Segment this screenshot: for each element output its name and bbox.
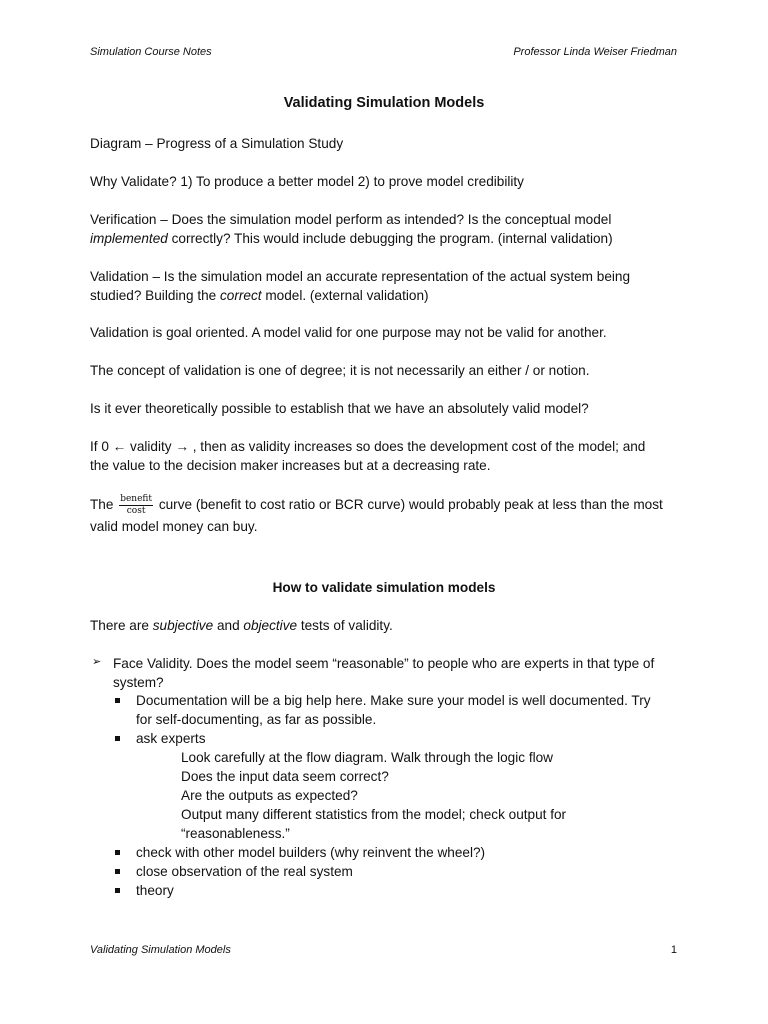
para-absolute: Is it ever theoretically possible to establish that we have an absolutely valid model? [90, 401, 589, 416]
page-number: 1 [670, 944, 677, 956]
bullet-theory: theory [136, 883, 174, 898]
para-verification: Verification – Does the simulation model perform as intended? Is the conceptual model implemented correctly? This would include debugging the program. (internal validation) [90, 212, 613, 246]
bullet-ask-experts: ask experts [136, 731, 206, 746]
face-validity-item: Face Validity. Does the model seem “reasonable” to people who are experts in that type of system? [113, 656, 655, 690]
sub-item-statistics: Output many different statistics from the model; check output for “reasonableness.” [181, 807, 567, 841]
square-bullet-icon [115, 888, 120, 893]
section-heading: How to validate simulation models [272, 580, 496, 595]
square-bullet-icon [115, 869, 120, 874]
header-author: Professor Linda Weiser Friedman [513, 46, 677, 58]
para-bcr-curve: The $\frac{\text{benefit}}{\cos t}$ curve (benefit to cost ratio or BCR curve) would probably peak at less than the most valid model money can buy. [90, 494, 663, 534]
bullet-other-builders: check with other model builders (why reinvent the wheel?) [136, 845, 486, 860]
para-validation: Validation – Is the simulation model an accurate representation of the actual system being studied? Building the correct model. (external validation) [90, 269, 631, 303]
para-degree: The concept of validation is one of degree; it is not necessarily an either / or notion. [90, 363, 590, 378]
para-diagram: Diagram – Progress of a Simulation Study [90, 136, 344, 151]
arrow-bullet-icon: ➢ [92, 656, 102, 668]
para-tests: There are subjective and objective tests of validity. [90, 618, 393, 633]
bullet-documentation: Documentation will be a big help here. Make sure your model is well documented. Try for self-documenting, as far as possible. [136, 693, 651, 727]
header-course: Simulation Course Notes [90, 46, 212, 58]
sub-item-flow: Look carefully at the flow diagram. Walk through the logic flow [181, 750, 553, 765]
sub-item-outputs: Are the outputs as expected? [181, 788, 358, 803]
square-bullet-icon [115, 698, 120, 703]
footer-title: Validating Simulation Models [90, 944, 231, 956]
square-bullet-icon [115, 850, 120, 855]
square-bullet-icon [115, 736, 120, 741]
benefit-cost-fraction: $\frac{\text{benefit}}{\cos t}$ [120, 494, 153, 516]
para-why-validate: Why Validate? 1) To produce a better model 2) to prove model credibility [90, 174, 524, 189]
bullet-observation: close observation of the real system [136, 864, 353, 879]
page-title: Validating Simulation Models [283, 95, 485, 111]
sub-item-input: Does the input data seem correct? [181, 769, 389, 784]
para-goal-oriented: Validation is goal oriented. A model valid for one purpose may not be valid for another. [90, 325, 607, 340]
para-validity-cost: If 0 ← validity → , then as validity increases so does the development cost of the model; and the value to the decision maker increases but at a decreasing rate. [90, 439, 646, 473]
